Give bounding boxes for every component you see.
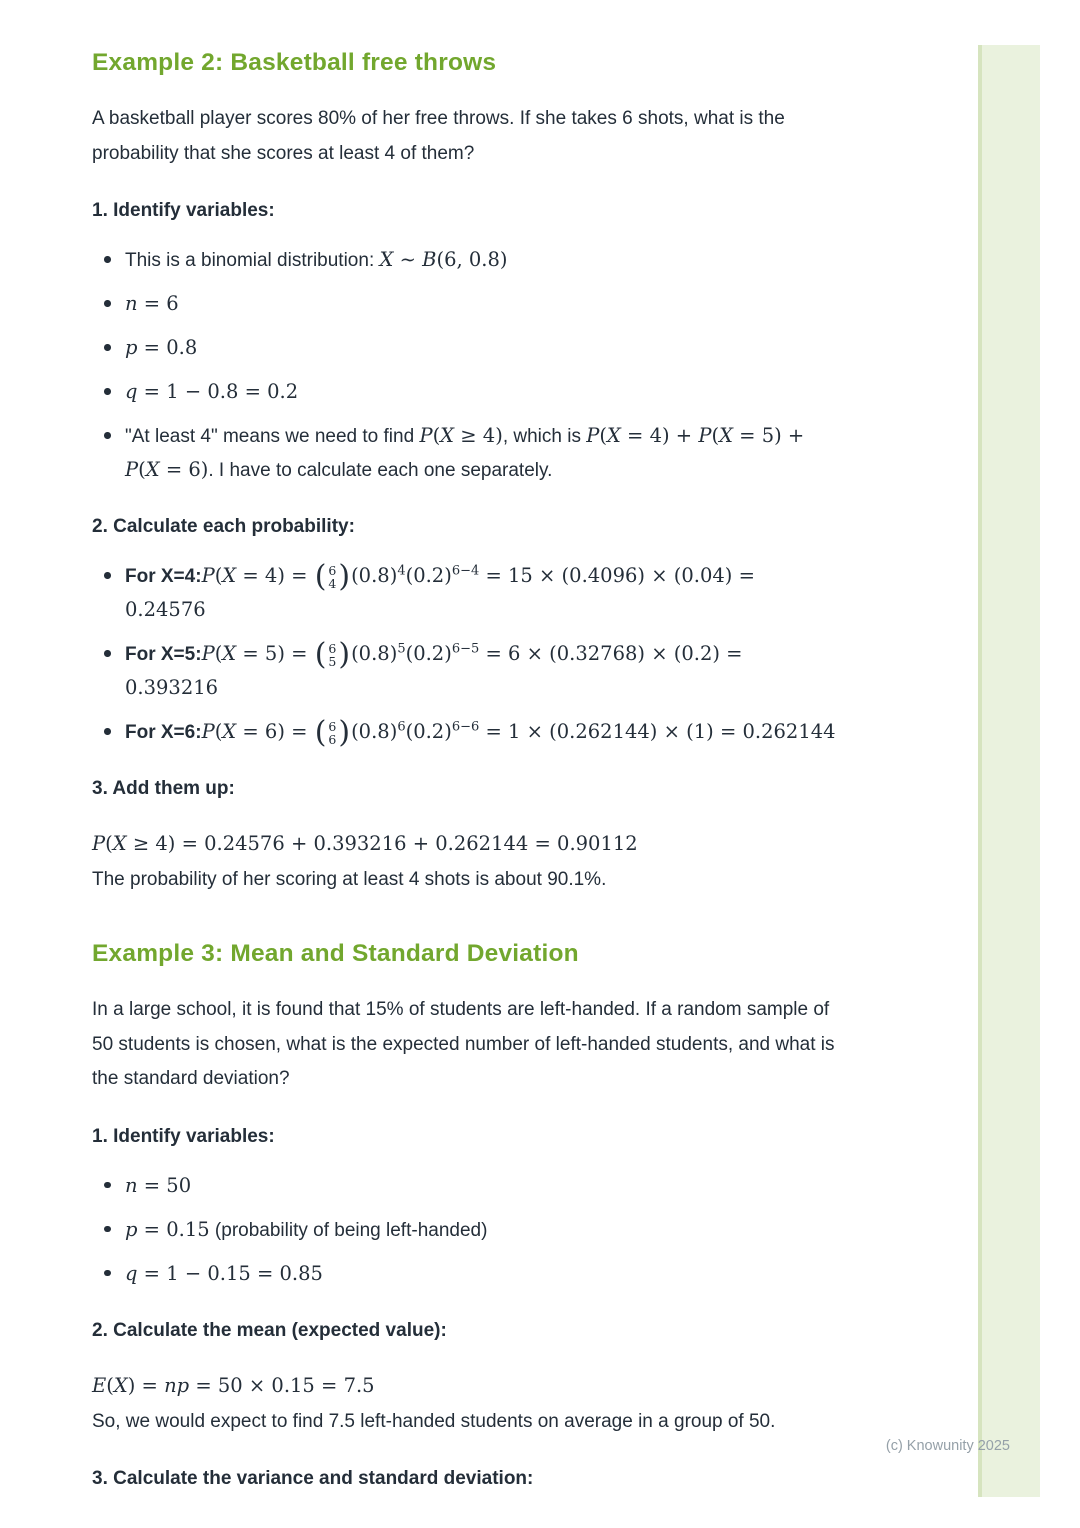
bold-inline-label: For X=4: <box>125 566 202 587</box>
math-segment: P <box>201 564 215 587</box>
exponent-superscript: 6−4 <box>451 563 480 579</box>
list-item <box>125 1213 840 1247</box>
example2-problem-text: A basketball player scores 80% of her free throws. If she takes 6 shots, what is the probability that she scores at least 4 of them? <box>92 108 785 164</box>
example3-step1-label: 1. Identify variables: <box>92 1125 275 1147</box>
example3-heading: Example 3: Mean and Standard Deviation <box>92 940 579 967</box>
sum-formula <box>92 826 840 862</box>
math-segment: (0.8) <box>351 564 398 587</box>
example3-step2-label: 2. Calculate the mean (expected value): <box>92 1319 447 1341</box>
math-segment: X <box>112 832 127 855</box>
text-segment: , which is <box>502 426 587 447</box>
list-item <box>125 375 840 409</box>
list-item <box>125 1257 840 1291</box>
example3-variables-list <box>92 1169 840 1291</box>
math-segment: = 0.15 <box>137 1217 210 1241</box>
example3-problem-text: In a large school, it is found that 15% of students are left-handed. If a random sample of 50 students is chosen, what is the expected number of left-handed students, and what is the standard deviation? <box>92 999 835 1089</box>
text-segment: (probability of being left-handed) <box>209 1219 488 1241</box>
exponent-superscript: 4 <box>397 563 406 579</box>
example2-step2-label: 2. Calculate each probability: <box>92 516 355 537</box>
document-content <box>92 48 840 1491</box>
math-segment: P <box>201 642 215 665</box>
math-segment: = 50 <box>137 1173 192 1197</box>
math-segment: X <box>440 424 455 447</box>
mean-formula <box>92 1368 840 1404</box>
math-segment: P <box>698 424 712 447</box>
math-segment: ( <box>599 424 607 447</box>
text-segment: . I have to calculate each one separately. <box>208 460 553 481</box>
math-segment: ( <box>711 424 720 447</box>
math-segment: (0.8) <box>351 642 398 665</box>
text-segment: "At least 4" means we need to find <box>125 426 420 447</box>
math-segment: ∼ <box>393 248 423 271</box>
math-segment: n <box>125 292 138 315</box>
math-segment: = 0.8 <box>137 336 198 359</box>
exponent-superscript: 5 <box>397 641 406 657</box>
math-segment: = 6) = <box>236 720 314 743</box>
math-segment: X <box>222 720 237 743</box>
binomial-coefficient: ( 6 4 ) <box>314 558 351 594</box>
math-segment: = 1 − 0.15 = 0.85 <box>137 1261 323 1285</box>
math-segment: p <box>125 1217 138 1241</box>
list-item <box>125 637 840 705</box>
math-segment: = 1 − 0.8 = 0.2 <box>137 380 299 403</box>
bold-inline-label: For X=5: <box>125 644 202 665</box>
list-item <box>125 715 840 749</box>
example2-variables-list <box>92 243 840 487</box>
math-segment: P <box>125 458 139 481</box>
exponent-superscript: 6−5 <box>451 641 480 657</box>
example2-result-block <box>92 826 840 897</box>
list-item <box>125 1169 840 1203</box>
math-segment: ) = <box>127 1373 165 1397</box>
example3-mean-conclusion: So, we would expect to find 7.5 left-handed students on average in a group of 50. <box>92 1410 776 1432</box>
math-segment: = 5) + <box>732 424 805 447</box>
example2-calculations-list <box>92 559 840 749</box>
math-segment: ( <box>105 832 113 855</box>
math-segment: (6, 0.8) <box>436 248 508 271</box>
example2-step3-label: 3. Add them up: <box>92 778 235 799</box>
math-segment: X <box>222 564 237 587</box>
math-segment: ≥ 4) = 0.24576 + 0.393216 + 0.262144 = 0.90112 <box>126 832 638 855</box>
math-segment: (0.8) <box>351 720 398 743</box>
math-segment: q <box>125 380 138 403</box>
example2-conclusion: The probability of her scoring at least 4 shots is about 90.1%. <box>92 869 607 890</box>
math-segment: P <box>92 832 106 855</box>
math-segment: = 6 <box>137 292 179 315</box>
math-segment: P <box>586 424 600 447</box>
math-segment: P <box>201 720 215 743</box>
right-accent-bar <box>978 45 1040 1497</box>
math-segment: np <box>164 1373 190 1397</box>
binomial-coefficient: ( 6 6 ) <box>314 714 351 750</box>
math-segment: = 5) = <box>236 642 314 665</box>
math-segment: X <box>113 1373 128 1397</box>
math-segment: = 50 × 0.15 = 7.5 <box>189 1373 375 1397</box>
math-segment: X <box>222 642 237 665</box>
list-item <box>125 287 840 321</box>
example3-mean-block <box>92 1368 840 1439</box>
math-segment: X <box>145 458 160 481</box>
math-segment: n <box>125 1173 138 1197</box>
math-segment: P <box>419 424 433 447</box>
exponent-superscript: 6−6 <box>451 719 480 735</box>
list-item <box>125 331 840 365</box>
math-segment: ( <box>138 458 146 481</box>
math-segment: E <box>92 1373 107 1397</box>
example3-step3-label: 3. Calculate the variance and standard deviation: <box>92 1467 534 1489</box>
example2-step1-label: 1. Identify variables: <box>92 200 275 221</box>
example2-heading: Example 2: Basketball free throws <box>92 49 497 76</box>
math-segment: ( <box>214 720 223 743</box>
math-segment: (0.2) <box>405 564 452 587</box>
math-segment: (0.2) <box>405 642 452 665</box>
math-segment: = 6) <box>159 458 209 481</box>
math-segment: ( <box>432 424 441 447</box>
exponent-superscript: 6 <box>397 719 406 735</box>
list-item <box>125 243 840 277</box>
math-segment: (0.2) <box>405 720 452 743</box>
math-segment: = 6 × (0.32768) × (0.2) = 0.393216 <box>125 642 743 699</box>
math-segment: X <box>606 424 621 447</box>
math-segment: X <box>719 424 733 447</box>
math-segment: ( <box>214 564 223 587</box>
copyright-watermark: (c) Knowunity 2025 <box>885 1438 1010 1454</box>
list-item <box>125 419 840 487</box>
math-segment: = 4) + <box>620 424 699 447</box>
math-segment: ( <box>214 642 223 665</box>
math-segment: ≥ 4) <box>454 424 503 447</box>
math-segment: = 1 × (0.262144) × (1) = 0.262144 <box>479 720 836 743</box>
binomial-coefficient: ( 6 5 ) <box>314 636 351 672</box>
math-segment: B <box>422 248 437 271</box>
math-segment: ( <box>106 1373 114 1397</box>
math-segment: q <box>125 1261 138 1285</box>
text-segment: This is a binomial distribution: <box>125 250 380 271</box>
math-segment: X <box>379 248 394 271</box>
math-segment: p <box>125 336 138 359</box>
list-item <box>125 559 840 627</box>
math-segment: = 4) = <box>236 564 314 587</box>
math-segment: = 15 × (0.4096) × (0.04) = 0.24576 <box>125 564 755 621</box>
bold-inline-label: For X=6: <box>125 722 202 743</box>
